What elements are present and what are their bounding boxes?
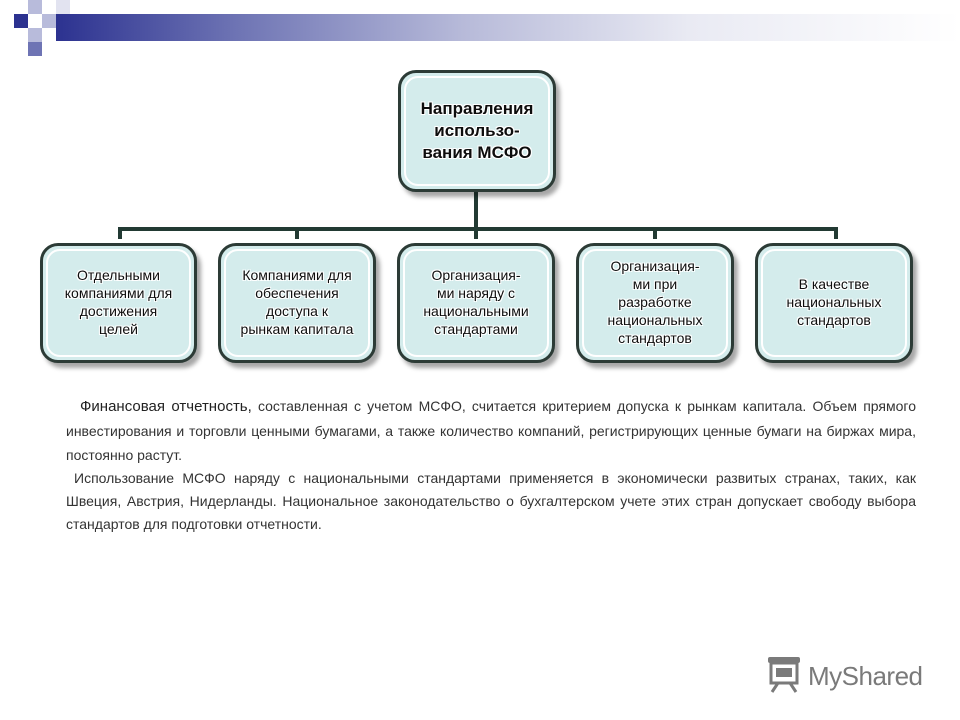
connector-vertical (474, 190, 478, 230)
myshared-logo-text: MyShared (808, 660, 923, 691)
header-square (42, 14, 56, 28)
paragraph-1 (66, 394, 916, 467)
paragraph-1-lead: Финансовая отчетность, (80, 398, 252, 415)
child-node-separate-companies (40, 243, 197, 363)
root-node-label: Направления использо- вания МСФО (420, 99, 534, 162)
connector-tick (834, 229, 838, 239)
header-gradient-bar (56, 14, 960, 41)
connector-tick (118, 229, 122, 239)
myshared-logo (766, 656, 923, 696)
body-text (66, 394, 916, 536)
connector-tick (295, 229, 299, 239)
header-square (56, 0, 70, 14)
header-square (28, 0, 42, 14)
presentation-board-icon (766, 655, 802, 698)
child-node-label: Организация- ми при разработке национальных стандартов (607, 258, 703, 346)
child-node-with-national-standards (397, 243, 555, 363)
paragraph-2: Использование МСФО наряду с национальными стандартами применяется в экономически развитых странах, таких, как Швеция, Австрия, Нидерланды. Национальное законодательство о бухгалтерском учете этих стран допускает свободу выбора стандартов для подготовки отчетности. (66, 470, 916, 532)
connector-horizontal (118, 227, 838, 231)
child-node-label: Отдельными компаниями для достижения целей (64, 267, 173, 337)
connector-tick (474, 229, 478, 239)
child-node-developing-standards (576, 243, 734, 363)
child-node-label: Организация- ми наряду с национальными стандартами (423, 267, 529, 337)
connector-tick (653, 229, 657, 239)
header-square (28, 28, 42, 42)
child-node-as-national-standards (755, 243, 913, 363)
child-node-capital-markets (218, 243, 376, 363)
child-node-label: В качестве национальных стандартов (786, 276, 882, 328)
header-square (28, 42, 42, 56)
child-node-label: Компаниями для обеспечения доступа к рынкам капитала (240, 267, 354, 337)
header-square (14, 14, 28, 28)
root-node (398, 70, 556, 192)
paragraph-1-rest: составленная с учетом МСФО, считается критерием допуска к рынкам капитала. Объем прямого инвестирования и торговли ценными бумагами, а также количество компаний, регистрирующих ценные бумаги на биржах мира, постоянно растут. (66, 398, 916, 463)
